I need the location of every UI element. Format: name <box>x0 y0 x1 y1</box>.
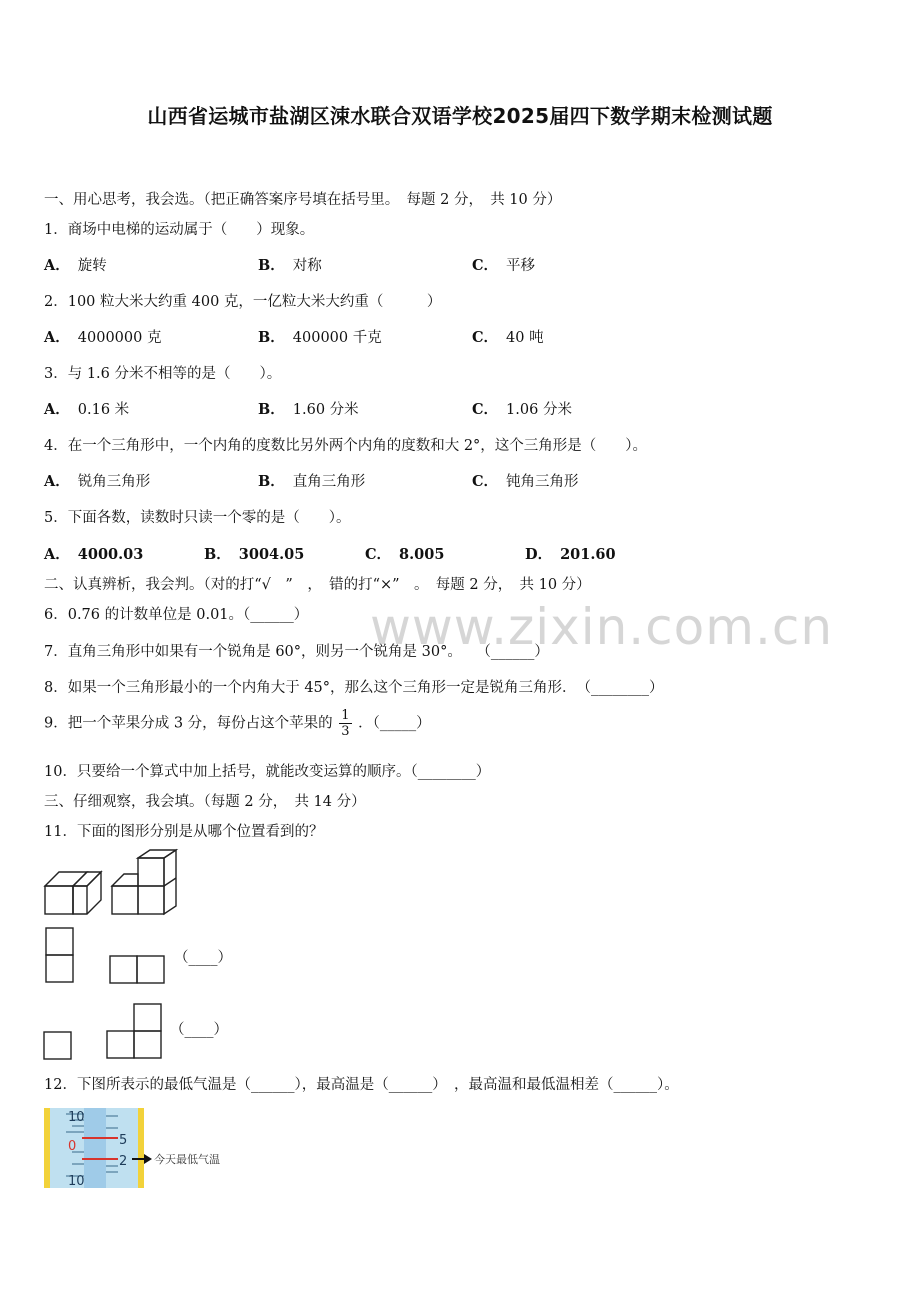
section1-heading: 一、用心思考，我会选。（把正确答案序号填在括号里。 每题 2 分， 共 10 分） <box>44 192 562 208</box>
cube-figure-3d <box>40 848 190 920</box>
q4-option-b: B． 直角三角形 <box>258 473 366 490</box>
q11-text: 11．下面的图形分别是从哪个位置看到的？ <box>44 824 324 840</box>
thermometer-figure <box>44 1106 234 1190</box>
q1-text: 1．商场中电梯的运动属于（ ）现象。 <box>44 222 315 238</box>
section3-heading: 三、仔细观察，我会填。（每题 2 分， 共 14 分） <box>44 794 366 810</box>
q8-text: 8．如果一个三角形最小的一个内角大于 45°，那么这个三角形一定是锐角三角形． （________） <box>44 680 664 696</box>
section2-heading: 二、认真辨析，我会判。（对的打“√ ” ， 错的打“×” 。 每题 2 分， 共 10 分） <box>44 577 591 593</box>
thermo-tick-10-top: 10 <box>68 1110 85 1125</box>
q1-option-a: A． 旋转 <box>44 257 107 274</box>
q9-text <box>44 708 431 739</box>
q1-option-c: C． 平移 <box>472 257 536 274</box>
q9-text-after: ．（_____） <box>358 715 431 732</box>
view-shape-two-stacked <box>40 924 84 986</box>
q2-option-b: B． 400000 千克 <box>258 329 382 346</box>
q3-option-a: A． 0.16 米 <box>44 401 130 418</box>
fraction-denominator: 3 <box>341 724 350 739</box>
thermo-tick-10-bottom: 10 <box>68 1174 85 1189</box>
thermo-tick-5: 5 <box>119 1133 128 1148</box>
thermo-label: 今天最低气温 <box>154 1153 220 1166</box>
q2-option-c: C． 40 吨 <box>472 329 544 346</box>
q7-text: 7．直角三角形中如果有一个锐角是 60°，则另一个锐角是 30°。 （______） <box>44 644 549 660</box>
q4-option-a: A． 锐角三角形 <box>44 473 151 490</box>
q10-text: 10．只要给一个算式中加上括号，就能改变运算的顺序。（________） <box>44 764 491 780</box>
thermo-tick-0: 0 <box>68 1139 77 1154</box>
watermark: www.zixin.com.cn <box>370 598 834 656</box>
q1-option-b: B． 对称 <box>258 257 322 274</box>
q3-text: 3．与 1.6 分米不相等的是（ ）。 <box>44 366 282 382</box>
q12-text: 12．下图所表示的最低气温是（______），最高温是（______） ，最高温和最低温相差（______）。 <box>44 1077 679 1093</box>
view-shape-two-side-by-side <box>104 950 170 986</box>
q3-option-b: B． 1.60 分米 <box>258 401 359 418</box>
q4-option-c: C． 钝角三角形 <box>472 473 579 490</box>
q5-option-a: A． 4000.03 <box>44 546 144 563</box>
q3-option-c: C． 1.06 分米 <box>472 401 572 418</box>
q9-text-before: 9．把一个苹果分成 3 分，每份占这个苹果的 <box>44 715 333 732</box>
page-title: 山西省运城市盐湖区涑水联合双语学校2025届四下数学期末检测试题 <box>147 104 773 128</box>
q4-text: 4．在一个三角形中，一个内角的度数比另外两个内角的度数和大 2°，这个三角形是（ ）。 <box>44 438 648 454</box>
q6-text: 6．0.76 的计数单位是 0.01。（______） <box>44 607 309 623</box>
fraction-one-third <box>339 708 351 739</box>
q2-text: 2．100 粒大米大约重 400 克，一亿粒大米大约重（ ） <box>44 294 442 310</box>
thermo-tick-2: 2 <box>119 1154 128 1169</box>
q5-option-b: B． 3004.05 <box>204 546 305 563</box>
q5-option-d: D． 201.60 <box>525 546 616 563</box>
q11-blank-1[interactable]: （____） <box>174 950 232 966</box>
q11-blank-2[interactable]: （____） <box>170 1022 228 1038</box>
view-shape-single-square <box>40 1028 76 1064</box>
view-shape-l-shape <box>102 1000 168 1064</box>
q5-text: 5．下面各数，读数时只读一个零的是（ ）。 <box>44 510 351 526</box>
q2-option-a: A． 4000000 克 <box>44 329 162 346</box>
fraction-numerator: 1 <box>341 708 350 723</box>
q5-option-c: C． 8.005 <box>365 546 445 563</box>
